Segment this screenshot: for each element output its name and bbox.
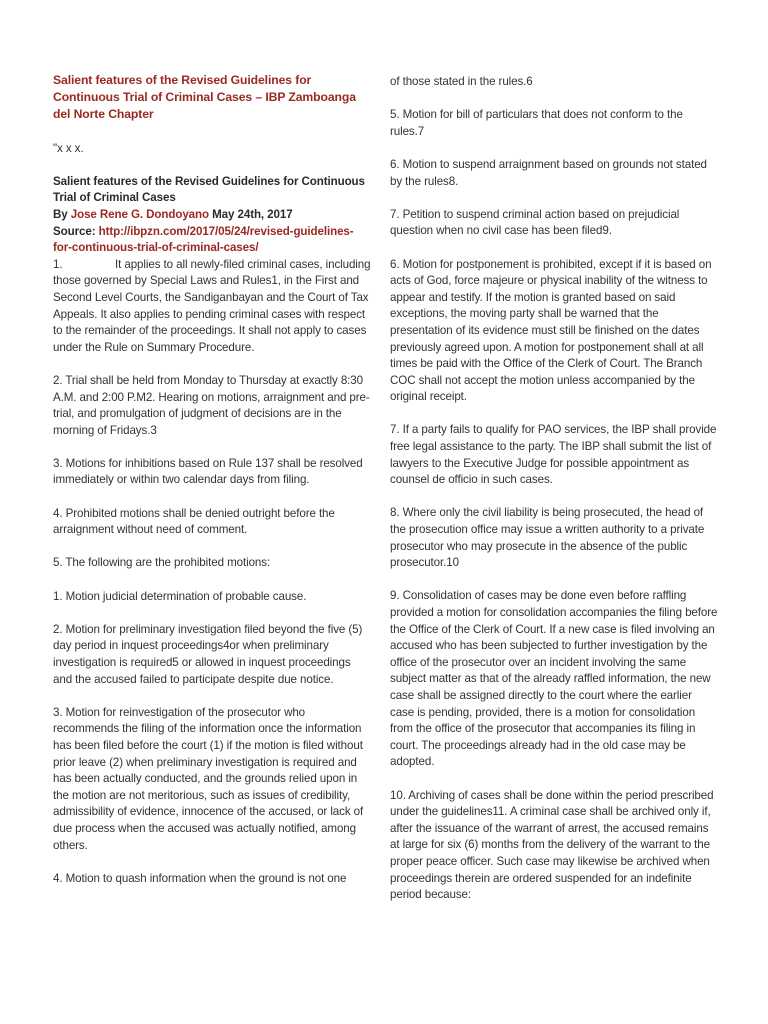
opening-quote: "x x x. — [53, 141, 84, 155]
item-1-number: 1. — [53, 257, 63, 271]
item-2: 2. Trial shall be held from Monday to Thursday at exactly 8:30 A.M. and 2:00 P.M2. Hearing on motions, arraignment and pre-trial, and promulgation of judgment of decisions are in the morning of Fridays.3 — [53, 373, 370, 437]
article-subtitle: Salient features of the Revised Guidelines for Continuous Trial of Criminal Cases — [53, 174, 365, 205]
publish-date: May 24th, 2017 — [209, 207, 293, 221]
item-9: 9. Consolidation of cases may be done even before raffling provided a motion for consolidation accompanies the filing before the Office of the Clerk of Court. If a new case is filed involving an accused who has been subjected to further investigation by the office of the prosecutor over an incident involving the same subject matter as that of the already raffled information, the new case shall be assigned directly to the court where the earlier case is pending, provided, there is a motion for consolidation from the office of the prosecutor that accompanies its filing in court. The proceedings already had in the old case may be adopted. — [390, 589, 718, 769]
prohibited-motion-4: 4. Motion to quash information when the ground is not one — [53, 871, 347, 885]
byline — [53, 207, 371, 224]
item-10: 10. Archiving of cases shall be done within the period prescribed under the guidelines11. A criminal case shall be archived only if, after the issuance of the warrant of arrest, the accused remains at large for six (6) months from the delivery of the warrant to the proper peace officer. Such case may likewise be archived when proceedings therein are ordered suspended for an indefinite period because: — [390, 788, 714, 902]
left-column — [53, 72, 371, 887]
prohibited-motion-1: 1. Motion judicial determination of probable cause. — [53, 589, 307, 603]
source-line — [53, 224, 371, 257]
prohibited-motion-6: 6. Motion to suspend arraignment based on grounds not stated by the rules8. — [390, 157, 707, 188]
prohibited-motion-3: 3. Motion for reinvestigation of the prosecutor who recommends the filing of the information once the information has been filed before the court (1) if the motion is filed without prior leave (2) when preliminary investigation is required and has been actually conducted, and the grounds relied upon in the motion are not meritorious, such as issues of credibility, admissibility of evidence, innocence of the accused, or lack of due process when the accused was actually notified, among others. — [53, 705, 364, 852]
prohibited-motion-4-continued: of those stated in the rules.6 — [390, 75, 533, 88]
item-7: 7. If a party fails to qualify for PAO services, the IBP shall provide free legal assistance to the party. The IBP shall submit the list of lawyers to the Executive Judge for possible appointment as counsel de officio in such cases. — [390, 423, 717, 487]
item-6: 6. Motion for postponement is prohibited, except if it is based on acts of God, force majeure or physical inability of the witness to appear and testify. If the motion is granted based on said exceptions, the moving party shall be warned that the presentation of its evidence must still be finished on the dates previously agreed upon. A motion for postponement shall at all times be paid with the Office of the Clerk of Court. The Branch COC shall not accept the motion unless accompanied by the original receipt. — [390, 257, 712, 404]
item-3: 3. Motions for inhibitions based on Rule 137 shall be resolved immediately or within two calendar days from filing. — [53, 456, 363, 487]
prohibited-motion-5: 5. Motion for bill of particulars that does not conform to the rules.7 — [390, 108, 683, 138]
author-link[interactable]: Jose Rene G. Dondoyano — [70, 207, 209, 221]
source-link[interactable]: http://ibpzn.com/2017/05/24/revised-guidelines-for-continuous-trial-of-criminal-cases/ — [53, 224, 354, 255]
document-title: Salient features of the Revised Guidelines for Continuous Trial of Criminal Cases – IBP Zamboanga del Norte Chapter — [53, 73, 356, 121]
item-1 — [53, 257, 371, 357]
item-5: 5. The following are the prohibited motions: — [53, 556, 271, 570]
prohibited-motion-7: 7. Petition to suspend criminal action based on prejudicial question when no civil case has been filed9. — [390, 207, 680, 238]
prohibited-motion-2: 2. Motion for preliminary investigation filed beyond the five (5) day period in inquest proceedings4or when preliminary investigation is required5 or allowed in inquest proceedings and the accused failed to participate despite due notice. — [53, 622, 363, 686]
right-column — [390, 74, 718, 904]
item-1-text: It applies to all newly-filed criminal cases, including those governed by Special Laws and Rules1, in the First and Second Level Courts, the Sandiganbayan and the Court of Tax Appeals. It also applies to pending criminal cases with respect to the remainder of the proceedings. It shall not apply to cases under the Rule on Summary Procedure. — [53, 257, 371, 354]
by-label: By — [53, 207, 71, 221]
source-label: Source: — [53, 224, 99, 238]
item-8: 8. Where only the civil liability is being prosecuted, the head of the prosecution office may issue a written authority to a private prosecutor who may prosecute in the absence of the public prosecutor.10 — [390, 506, 705, 570]
item-4: 4. Prohibited motions shall be denied outright before the arraignment without need of comment. — [53, 506, 335, 537]
